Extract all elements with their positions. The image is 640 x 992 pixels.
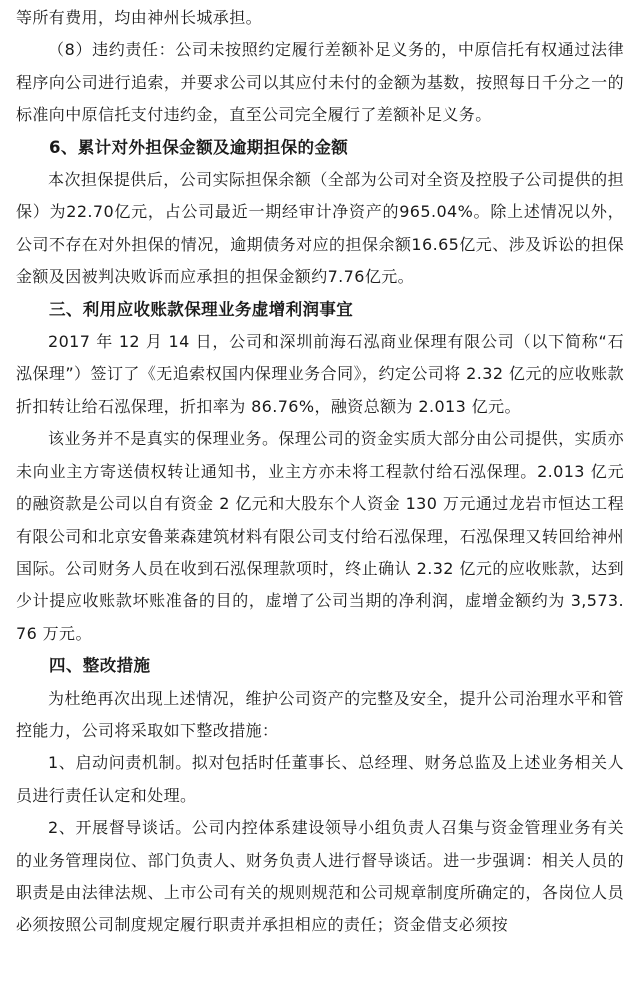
paragraph-measure-supervision-talks: 2、开展督导谈话。公司内控体系建设领导小组负责人召集与资金管理业务有关的业务管理岗位、部门负责人、财务负责人进行督导谈话。进一步强调：相关人员的职责是由法律法规、上市公司有关的规则规范和公司规章制度所确定的，各岗位人员必须按照公司制度规定履行职责并承担相应的责任；资金借支必须按: [16, 818, 624, 935]
heading-guarantee-amounts: 6、累计对外担保金额及逾期担保的金额: [49, 137, 349, 157]
paragraph-factoring-details: 该业务并不是真实的保理业务。保理公司的资金实质大部分由公司提供，实质亦未向业主方寄送债权转让通知书，业主方亦未将工程款付给石泓保理。2.013 亿元的融资款是公司以自有资金 2 亿元和大股东个人资金 130 万元通过龙岩市恒达工程有限公司和北京安鲁莱森建筑材料有限公司支付给石泓保理，石泓保理又转回给神州国际。公司财务人员在收到石泓保理款项时，终止确认 2.32 亿元的应收账款，达到少计提应收账款坏账准备的目的，虚增了公司当期的净利润，虚增金额约为 3,573.76 万元。: [16, 429, 624, 643]
paragraph-rectification-intro: 为杜绝再次出现上述情况，维护公司资产的完整及安全，提升公司治理水平和管控能力，公司将采取如下整改措施：: [16, 688, 624, 740]
paragraph-guarantee-amounts: 本次担保提供后，公司实际担保余额（全部为公司对全资及控股子公司提供的担保）为22.70亿元，占公司最近一期经审计净资产的965.04%。除上述情况以外，公司不存在对外担保的情况，逾期债务对应的担保余额16.65亿元、涉及诉讼的担保金额及因被判决败诉而应承担的担保金额约7.76亿元。: [16, 170, 624, 287]
paragraph-factoring-contract: 2017 年 12 月 14 日，公司和深圳前海石泓商业保理有限公司（以下简称“石泓保理”）签订了《无追索权国内保理业务合同》，约定公司将 2.32 亿元的应收账款折扣转让给石泓保理，折扣率为 86.76%，融资总额为 2.013 亿元。: [16, 332, 624, 416]
paragraph-measure-accountability: 1、启动问责机制。拟对包括时任董事长、总经理、财务总监及上述业务相关人员进行责任认定和处理。: [16, 753, 624, 805]
heading-factoring-profit-inflation: 三、利用应收账款保理业务虚增利润事宜: [49, 299, 354, 319]
paragraph-costs: 等所有费用，均由神州长城承担。: [16, 8, 263, 27]
paragraph-breach-liability: （8）违约责任：公司未按照约定履行差额补足义务的，中原信托有权通过法律程序向公司进行追索，并要求公司以其应付未付的金额为基数，按照每日千分之一的标准向中原信托支付违约金，直至公司完全履行了差额补足义务。: [16, 40, 624, 125]
heading-rectification-measures: 四、整改措施: [49, 656, 151, 676]
